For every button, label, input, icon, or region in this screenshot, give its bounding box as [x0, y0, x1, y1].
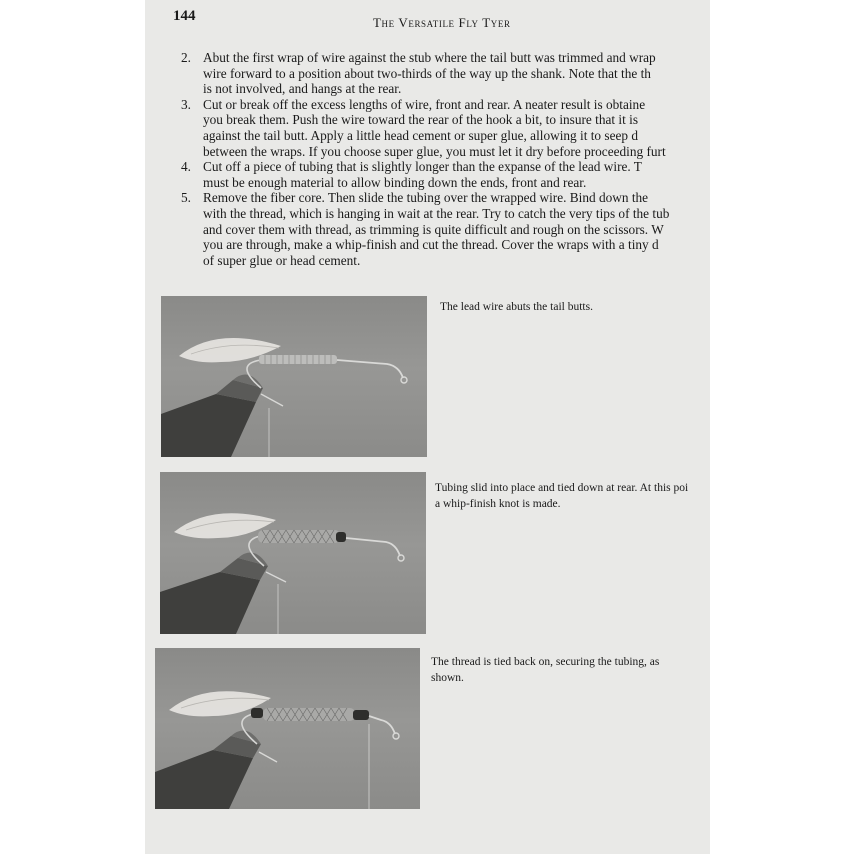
running-head: The Versatile Fly Tyer: [373, 15, 511, 30]
step-line: Cut off a piece of tubing that is slightly longer than the expanse of the lead wire. T: [203, 159, 642, 175]
step-number: 4.: [181, 159, 191, 175]
vise-hook-illustration: [155, 648, 420, 809]
step-line: is not involved, and hangs at the rear.: [203, 81, 402, 97]
fly-tying-photo: [161, 296, 427, 457]
step-item: [181, 97, 710, 159]
step-item: [181, 50, 710, 97]
step-line: you break them. Push the wire toward the rear of the hook a bit, to insure that it is: [203, 112, 638, 128]
step-line: you are through, make a whip-finish and cut the thread. Cover the wraps with a tiny d: [203, 237, 659, 253]
step-number: 3.: [181, 96, 191, 112]
step-number: 2.: [181, 50, 191, 65]
step-line: of super glue or head cement.: [203, 252, 361, 268]
step-line: Abut the first wrap of wire against the stub where the tail butt was trimmed and wrap: [203, 50, 656, 65]
caption-line: a whip-finish knot is made.: [435, 498, 561, 510]
caption-line: Tubing slid into place and tied down at rear. At this poi: [435, 482, 689, 494]
step-line: between the wraps. If you choose super glue, you must let it dry before proceeding furt: [203, 143, 666, 159]
step-line: wire forward to a position about two-thirds of the way up the shank. Note that the th: [203, 65, 651, 81]
step-item: [181, 159, 710, 190]
step-line: Cut or break off the excess lengths of wire, front and rear. A neater result is obtaine: [203, 96, 646, 112]
figure-caption: [431, 654, 659, 686]
figure-caption: [435, 480, 688, 512]
step-number: 5.: [181, 190, 191, 206]
vise-hook-illustration: [161, 296, 427, 457]
step-item: [181, 190, 710, 268]
instruction-steps: [181, 50, 710, 268]
step-line: against the tail butt. Apply a little head cement or super glue, allowing it to seep d: [203, 127, 638, 143]
step-line: and cover them with thread, as trimming is quite difficult and rough on the scissors. W: [203, 221, 664, 237]
caption-line: The thread is tied back on, securing the tubing, as: [431, 656, 660, 668]
caption-line: The lead wire abuts the tail butts.: [440, 301, 593, 313]
vise-hook-illustration: [160, 472, 426, 634]
fly-tying-photo: [155, 648, 420, 809]
caption-line: shown.: [431, 672, 464, 684]
fly-tying-photo: [160, 472, 426, 634]
step-line: with the thread, which is hanging in wait at the rear. Try to catch the very tips of the tub: [203, 205, 670, 221]
step-line: Remove the fiber core. Then slide the tubing over the wrapped wire. Bind down the: [203, 190, 649, 206]
figure-caption: [440, 299, 593, 315]
book-page: [145, 0, 710, 854]
page-number: 144: [173, 8, 196, 24]
step-line: must be enough material to allow binding down the ends, front and rear.: [203, 174, 587, 190]
